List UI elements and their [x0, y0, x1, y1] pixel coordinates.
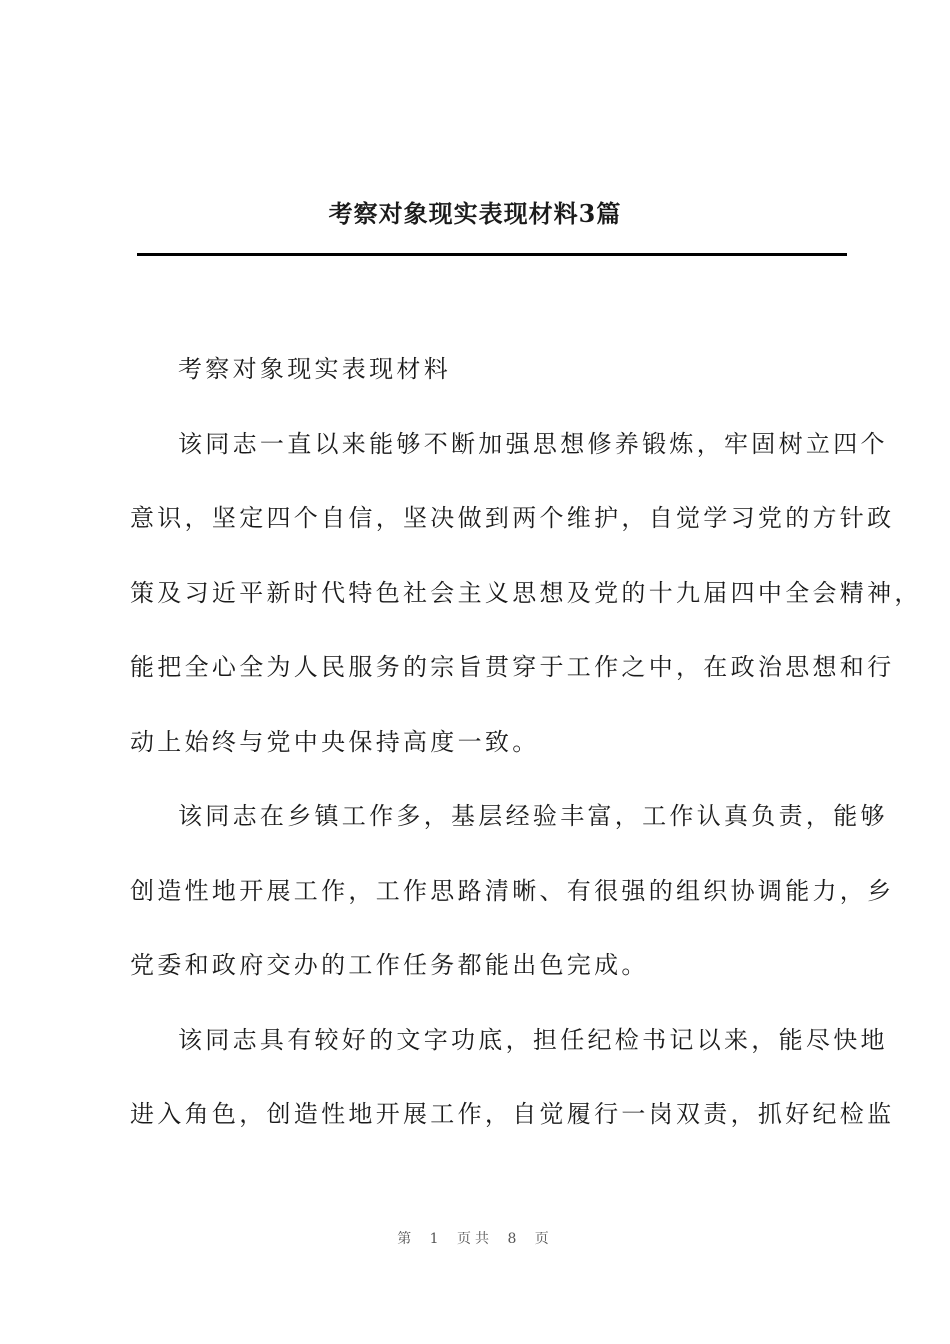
paragraph-line: 动上始终与党中央保持高度一致。 [130, 727, 540, 756]
paragraph-3 [130, 1003, 895, 1152]
paragraph-line: 策及习近平新时代特色社会主义思想及党的十九届四中全会精神， [130, 578, 922, 607]
paragraph-line: 该同志具有较好的文字功底，担任纪检书记以来，能尽快地 [178, 1025, 888, 1054]
paragraph-line: 意识，坚定四个自信，坚决做到两个维护，自觉学习党的方针政 [130, 504, 895, 532]
document-body [130, 332, 922, 1152]
paragraph-line: 能把全心全为人民服务的宗旨贯穿于工作之中，在政治思想和行 [130, 653, 895, 681]
paragraph-2 [130, 779, 895, 1003]
paragraph-line: 党委和政府交办的工作任务都能出色完成。 [130, 951, 649, 979]
page-number-footer: 第 1 页共 8 页 [397, 1231, 553, 1247]
title-underline [137, 253, 847, 256]
paragraph-line: 进入角色，创造性地开展工作，自觉履行一岗双责，抓好纪检监 [130, 1100, 895, 1128]
paragraph-line: 创造性地开展工作，工作思路清晰、有很强的组织协调能力，乡 [130, 876, 895, 905]
document-title: 考察对象现实表现材料3篇 [328, 199, 622, 228]
paragraph-1 [130, 407, 922, 780]
paragraph-line: 该同志在乡镇工作多，基层经验丰富，工作认真负责，能够 [178, 802, 888, 830]
paragraph-line: 该同志一直以来能够不断加强思想修养锻炼，牢固树立四个 [178, 429, 888, 458]
section-subtitle: 考察对象现实表现材料 [178, 355, 451, 383]
